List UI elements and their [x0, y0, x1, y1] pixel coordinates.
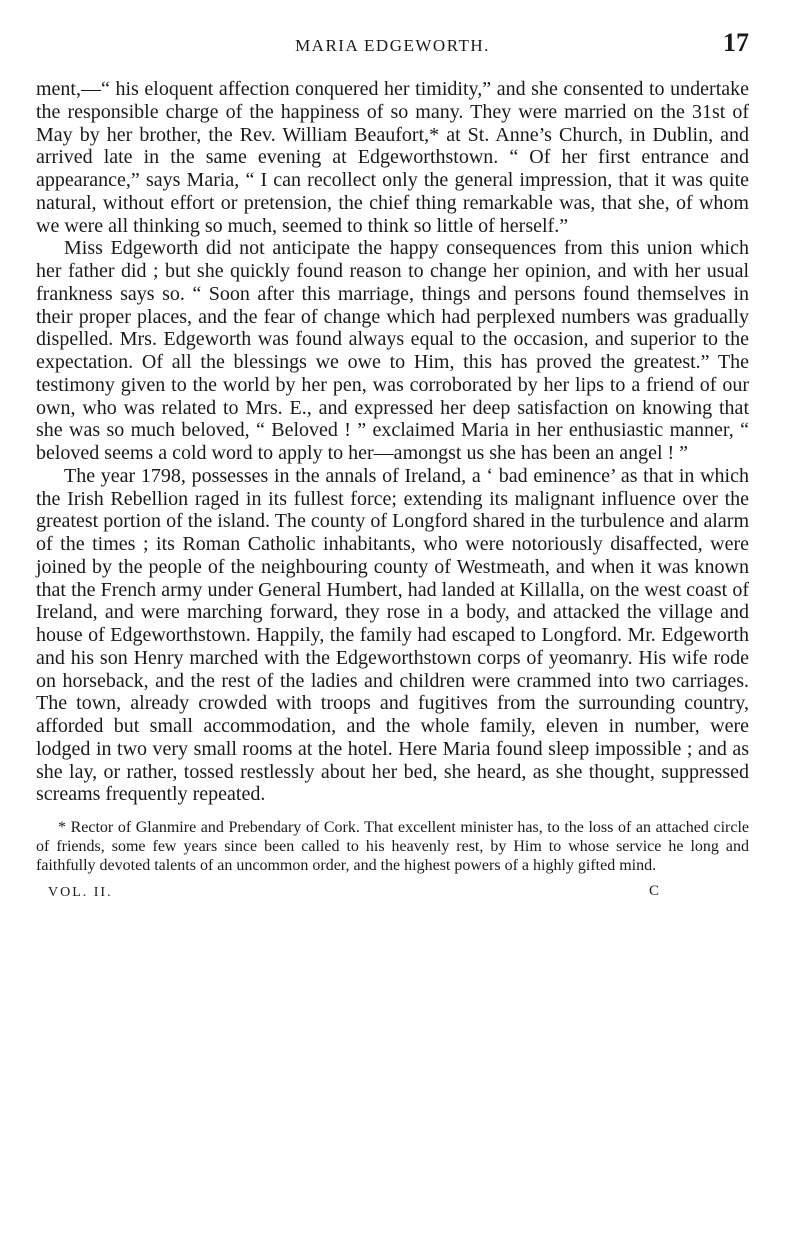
signature-mark: C	[648, 883, 659, 899]
paragraph-rebellion: The year 1798, possesses in the annals of Ireland, a ‘ bad eminence’ as that in which the Irish Rebellion raged in its fullest force; extending its malignant influence over the greatest portion of the island. The county of Longford shared in the turbulence and alarm of the times ; its Roman Catholic inhabitants, who were notoriously disaffected, were joined by the people of the neighbouring county of Westmeath, and when it was known that the French army under General Humbert, had landed at Killalla, on the west coast of Ireland, and were marching forward, they rose in a body, and attacked the village and house of Edgeworthstown. Happily, the family had escaped to Longford. Mr. Edgeworth and his son Henry marched with the Edgeworthstown corps of yeomanry. His wife rode on horseback, and the rest of the ladies and children were crammed into two carriages. The town, already crowded with troops and fugitives from the surrounding country, afforded but small accommodation, and the whole family, eleven in number, were lodged in two very small rooms at the hotel. Here Maria found sleep impossible ; and as she lay, or rather, tossed restlessly about her bed, she heard, as she thought, suppressed screams frequently repeated.	[36, 464, 749, 806]
paragraph-union: Miss Edgeworth did not anticipate the happy consequences from this union which her father did ; but she quickly found reason to change her opinion, and with her usual frankness says so. “ Soon after this marriage, things and persons found themselves in their proper places, and the fear of change which had perplexed numbers was gradually dispelled. Mrs. Edgeworth was found always equal to the occasion, and superior to the expectation. Of all the blessings we owe to Him, this has proved the greatest.” The testimony given to the world by her pen, was corroborated by her lips to a friend of our own, who was related to Mrs. E., and expressed her deep satisfaction on knowing that she was so much beloved, “ Beloved ! ” exclaimed Maria in her enthusiastic manner, “ beloved seems a cold word to apply to her—amongst us she has been an angel ! ”	[36, 237, 749, 464]
page-number: 17	[723, 28, 749, 57]
paragraph-continuation: ment,—“ his eloquent affection conquered her timidity,” and she consented to undertake the responsible charge of the happiness of so many. They were married on the 31st of May by her brother, the Rev. William Beaufort,* at St. Anne’s Church, in Dublin, and arrived late in the same evening at Edgeworthstown. “ Of her first entrance and appearance,” says Maria, “ I can recollect only the general impression, that it was quite natural, without effort or pretension, the chief thing remarkable was, that she, of whom we were all thinking so much, seemed to think so little of herself.”	[36, 78, 749, 237]
running-title: MARIA EDGEWORTH.	[295, 36, 490, 55]
body-text	[36, 78, 749, 806]
book-page	[36, 28, 749, 907]
footnote: * Rector of Glanmire and Prebendary of Cork. That excellent minister has, to the loss of an attached circle of friends, some few years since been called to his heavenly rest, by Him to whose service he long and faithfully devoted talents of an uncommon order, and the highest powers of a highly gifted mind.	[36, 819, 749, 874]
page-header	[36, 28, 749, 64]
volume-mark: VOL. II.	[48, 885, 113, 900]
page-footer	[36, 885, 749, 907]
